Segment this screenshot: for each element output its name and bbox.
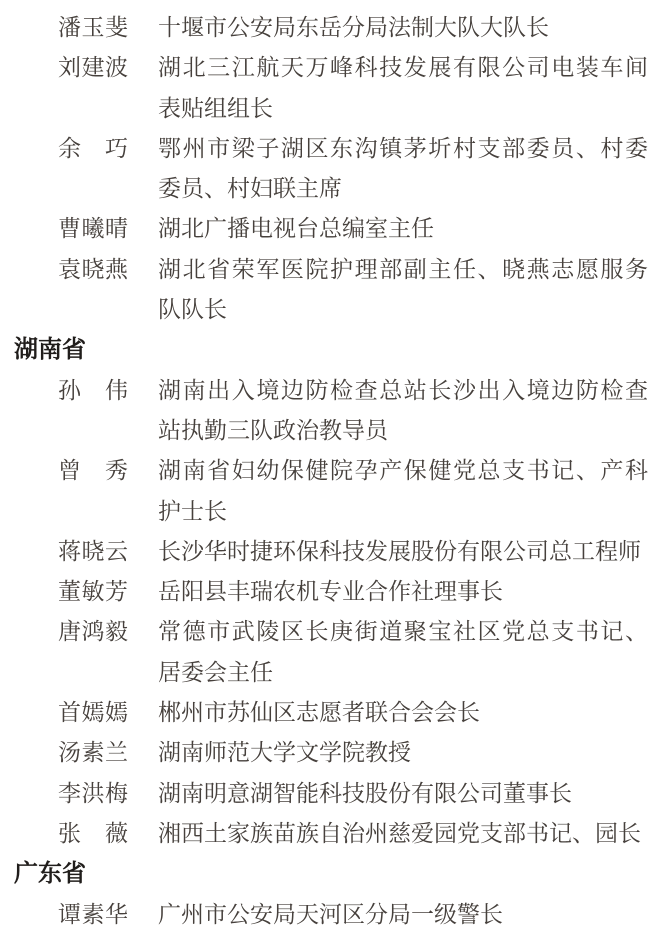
title-line: 常德市武陵区长庚街道聚宝社区党总支书记、	[158, 619, 648, 645]
honoree-name: 曾秀	[58, 458, 128, 484]
honoree-name: 张薇	[58, 820, 128, 846]
honoree-name: 李洪梅	[58, 780, 128, 806]
honoree-title	[158, 209, 648, 249]
title-line: 湖南明意湖智能科技股份有限公司董事长	[158, 780, 572, 806]
honoree-row	[0, 612, 660, 693]
title-line: 湖北省荣军医院护理部副主任、晓燕志愿服务	[158, 256, 648, 282]
honoree-row	[0, 371, 660, 452]
title-line: 队队长	[158, 297, 227, 323]
title-line: 岳阳县丰瑞农机专业合作社理事长	[158, 579, 503, 605]
honoree-name: 唐鸿毅	[58, 619, 128, 645]
honoree-row	[0, 532, 660, 572]
honoree-row	[0, 209, 660, 249]
honoree-name: 刘建波	[58, 55, 128, 81]
honoree-name: 袁晓燕	[58, 256, 128, 282]
title-line: 委员、村妇联主席	[158, 176, 342, 202]
honoree-row	[0, 733, 660, 773]
title-line: 居委会主任	[158, 659, 273, 685]
honoree-name: 谭素华	[58, 901, 128, 927]
honoree-name: 首嫣嫣	[58, 700, 128, 726]
honoree-title	[158, 48, 648, 129]
honoree-title	[158, 8, 648, 48]
honoree-row	[0, 250, 660, 331]
honoree-title	[158, 895, 648, 935]
honoree-title	[158, 451, 648, 532]
title-line: 湖南出入境边防检查总站长沙出入境边防检查	[158, 377, 648, 403]
honoree-row	[0, 48, 660, 129]
honoree-title	[158, 129, 648, 210]
honoree-title	[158, 532, 648, 572]
province-section-header: 广东省	[14, 860, 86, 888]
honoree-name: 潘玉斐	[58, 15, 128, 40]
honoree-row	[0, 814, 660, 854]
honoree-row	[0, 693, 660, 733]
honoree-row	[0, 895, 660, 935]
title-line: 湘西土家族苗族自治州慈爱园党支部书记、园长	[158, 820, 641, 846]
title-line: 十堰市公安局东岳分局法制大队大队长	[158, 15, 549, 40]
title-line: 湖南师范大学文学院教授	[158, 740, 411, 766]
honoree-title	[158, 371, 648, 452]
honoree-name: 董敏芳	[58, 579, 128, 605]
honoree-name: 孙伟	[58, 377, 128, 403]
honoree-row	[0, 451, 660, 532]
province-section-header: 湖南省	[14, 336, 86, 364]
title-line: 湖北广播电视台总编室主任	[158, 216, 434, 242]
honoree-name: 余巧	[58, 135, 128, 161]
honoree-row	[0, 8, 660, 48]
title-line: 广州市公安局天河区分局一级警长	[158, 901, 503, 927]
honoree-row	[0, 129, 660, 210]
honoree-title	[158, 814, 648, 854]
honoree-title	[158, 774, 648, 814]
title-line: 鄂州市梁子湖区东沟镇茅圻村支部委员、村委	[158, 135, 648, 161]
honoree-title	[158, 733, 648, 773]
title-line: 郴州市苏仙区志愿者联合会会长	[158, 700, 480, 726]
honoree-name: 汤素兰	[58, 740, 128, 766]
title-line: 湖南省妇幼保健院孕产保健党总支书记、产科	[158, 458, 648, 484]
honoree-title	[158, 572, 648, 612]
honoree-title	[158, 693, 648, 733]
title-line: 表贴组组长	[158, 95, 273, 121]
title-line: 站执勤三队政治教导员	[158, 417, 388, 443]
title-line: 长沙华时捷环保科技发展股份有限公司总工程师	[158, 538, 641, 564]
honoree-row	[0, 572, 660, 612]
honoree-name: 曹曦晴	[58, 216, 128, 242]
honoree-name: 蒋晓云	[58, 538, 128, 564]
honoree-title	[158, 612, 648, 693]
title-line: 湖北三江航天万峰科技发展有限公司电装车间	[158, 55, 648, 81]
honoree-row	[0, 774, 660, 814]
honoree-title	[158, 250, 648, 331]
title-line: 护士长	[158, 498, 227, 524]
